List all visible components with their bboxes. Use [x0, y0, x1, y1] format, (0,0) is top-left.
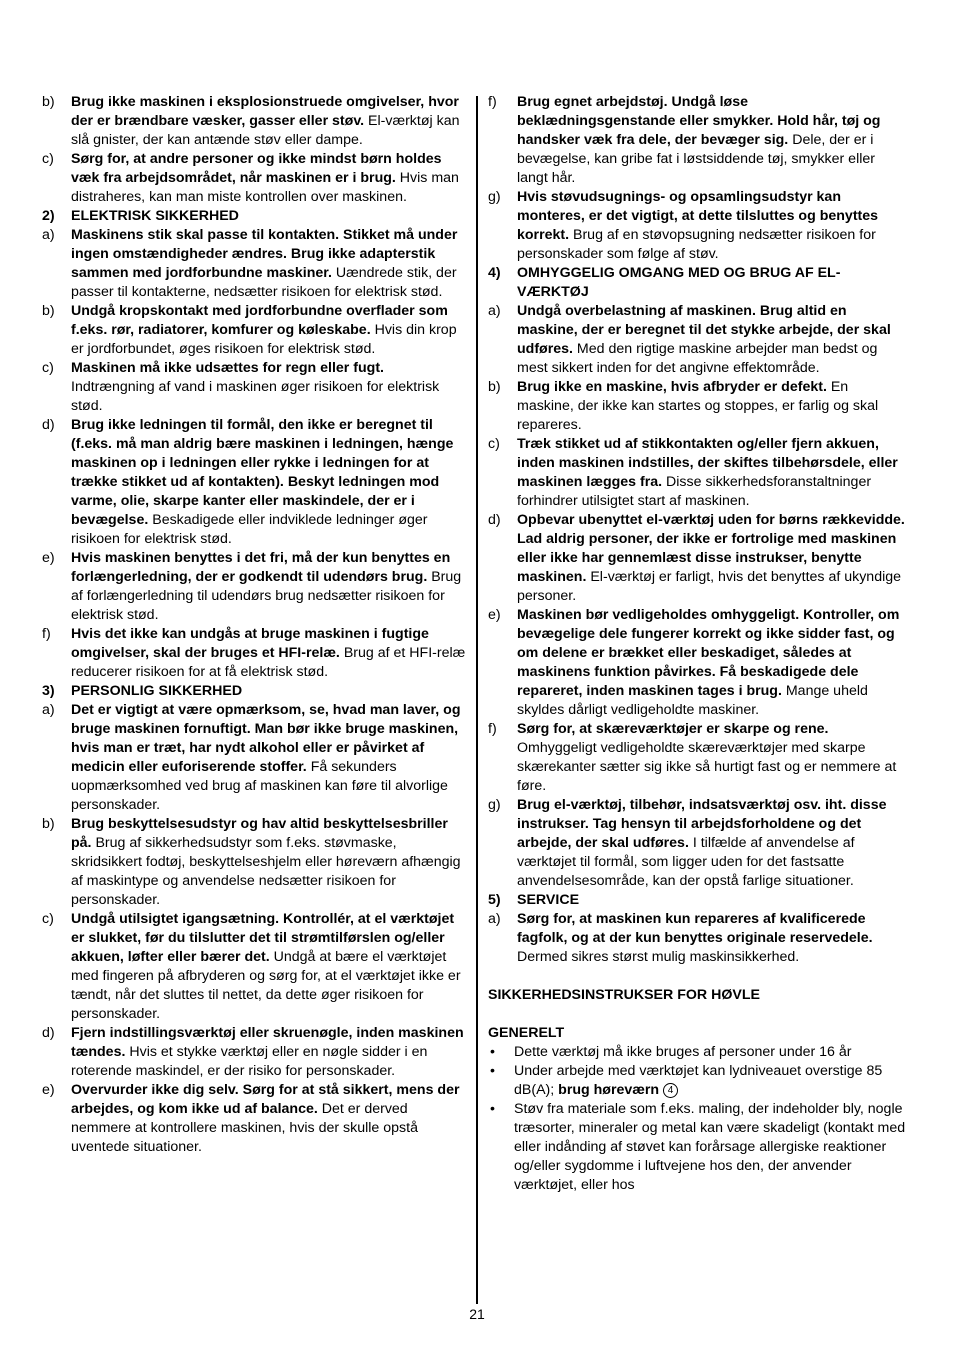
section-title: PERSONLIG SIKKERHED — [71, 683, 243, 699]
section-heading — [488, 891, 908, 910]
list-item — [42, 226, 466, 302]
bullet-bold-text: brug høreværn — [558, 1082, 660, 1098]
list-item — [42, 302, 466, 359]
list-item — [42, 1081, 466, 1157]
item-marker: a) — [42, 227, 55, 243]
spacer — [488, 1005, 908, 1024]
list-item — [42, 93, 466, 150]
list-item — [42, 549, 466, 625]
item-marker: b) — [42, 94, 55, 110]
list-item — [488, 796, 908, 891]
section-main-heading: SIKKERHEDSINSTRUKSER FOR HØVLE — [488, 987, 760, 1003]
figure-reference-number: 4 — [663, 1083, 678, 1098]
page-number: 21 — [469, 1306, 485, 1322]
item-bold-text: Maskinen må ikke udsættes for regn eller fugt. — [71, 360, 384, 376]
item-bold-text: Brug ikke en maskine, hvis afbryder er defekt. — [517, 379, 827, 395]
item-bold-text: Undgå utilsigtet igangsætning. Kontrollér, at el værktøjet er slukket, før du tilslutter det til strømtilførslen og/eller akkuen, løfter eller bærer det. — [71, 911, 455, 965]
item-marker: e) — [42, 550, 55, 566]
item-bold-text: Brug ikke maskinen i eksplosionstruede omgivelser, hvor der er brændbare væsker, gasser eller støv. — [71, 94, 459, 129]
item-marker: c) — [42, 151, 54, 167]
section-title: ELEKTRISK SIKKERHED — [71, 208, 239, 224]
list-item — [42, 815, 466, 910]
item-text: Beskadigede eller indviklede ledninger øger risikoen for elektrisk stød. — [71, 512, 428, 547]
item-marker: a) — [488, 303, 501, 319]
item-marker: a) — [42, 702, 55, 718]
item-text: Indtrængning af vand i maskinen øger risikoen for elektrisk stød. — [71, 379, 440, 414]
list-item — [488, 378, 908, 435]
list-item — [42, 625, 466, 682]
bullet-item — [488, 1062, 908, 1100]
section-number: 5) — [488, 892, 501, 908]
section-heading — [42, 682, 466, 701]
item-bold-text: Det er vigtigt at være opmærksom, se, hvad man laver, og bruge maskinen fornuftigt. Man bør ikke bruge maskinen, hvis man er træt, har nydt alkohol eller er påvirket af medicin eller euforiserende stoffer. — [71, 702, 461, 775]
item-marker: f) — [488, 721, 497, 737]
list-item — [488, 435, 908, 511]
bullet-text: Støv fra materiale som f.eks. maling, der indeholder bly, nogle træsorter, mineraler og metal kan være skadeligt (kontakt med eller indånding af støvet kan forårsage allergiske reaktioner og/eller sygdomme i luftvejene hos den, der anvender værktøjet, eller hos — [514, 1101, 906, 1193]
list-item — [488, 910, 908, 967]
item-bold-text: Sørg for, at andre personer og ikke mindst børn holdes væk fra arbejdsområdet, når maskinen er i brug. — [71, 151, 442, 186]
item-bold-text: Undgå kropskontakt med jordforbundne overflader som f.eks. rør, radiatorer, komfurer og køleskabe. — [71, 303, 448, 338]
list-item — [488, 720, 908, 796]
section-number: 3) — [42, 683, 55, 699]
item-bold-text: Undgå overbelastning af maskinen. Brug altid en maskine, der er beregnet til det stykke arbejde, der skal udføres. — [517, 303, 891, 357]
item-text: Disse sikkerhedsforanstaltninger forhindrer utilsigtet start af maskinen. — [517, 474, 872, 509]
item-bold-text: Hvis maskinen benyttes i det fri, må der kun benyttes en forlængerledning, der er godkendt til udendørs brug. — [71, 550, 451, 585]
list-item — [42, 359, 466, 416]
section-number: 2) — [42, 208, 55, 224]
item-text: En maskine, der ikke kan startes og stoppes, er farlig og skal repareres. — [517, 379, 879, 433]
item-marker: g) — [488, 189, 501, 205]
item-text: Hvis man distraheres, kan man miste kontrollen over maskinen. — [71, 170, 459, 205]
item-marker: b) — [488, 379, 501, 395]
item-text: Det er derved nemmere at kontrollere maskinen, hvis der skulle opstå uventede situationer. — [71, 1101, 418, 1155]
item-text: Dermed sikres størst mulig maskinsikkerhed. — [517, 949, 800, 965]
item-bold-text: Maskinens stik skal passe til kontakten. Stikket må under ingen omstændigheder ændres. Brug ikke adapterstik sammen med jordforbundne maskiner. — [71, 227, 458, 281]
item-text: I tilfælde af anvendelse af værktøjet til formål, som ligger uden for det fastsatte anvendelsesområde, kan der opstå farlige situationer. — [517, 835, 855, 889]
item-text: Hvis din krop er jordforbundet, øges risikoen for elektrisk stød. — [71, 322, 457, 357]
section-heading — [488, 264, 908, 302]
list-item — [488, 511, 908, 606]
right-column — [488, 93, 908, 1195]
item-bold-text: Hvis støvudsugnings- og opsamlingsudstyr kan monteres, er det vigtigt, at dette tilsluttes og benyttes korrekt. — [517, 189, 879, 243]
item-bold-text: Fjern indstillingsværktøj eller skruenøgle, inden maskinen tændes. — [71, 1025, 464, 1060]
list-item — [42, 416, 466, 549]
item-marker: e) — [488, 607, 501, 623]
item-bold-text: Overvurder ikke dig selv. Sørg for at stå sikkert, mens der arbejdes, og kom ikke ud af balance. — [71, 1082, 460, 1117]
item-bold-text: Sørg for, at maskinen kun repareres af kvalificerede fagfolk, og at der kun benyttes originale reservedele. — [517, 911, 873, 946]
list-item — [488, 188, 908, 264]
item-bold-text: Brug egnet arbejdstøj. Undgå løse beklædningsgenstande eller smykker. Hold hår, tøj og handsker væk fra dele, der bevæger sig. — [517, 94, 881, 148]
bullet-marker: • — [490, 1101, 495, 1117]
item-text: Brug af forlængerledning til udendørs brug nedsætter risikoen for elektrisk stød. — [71, 569, 462, 623]
list-item — [42, 910, 466, 1024]
item-marker: g) — [488, 797, 501, 813]
item-marker: c) — [42, 911, 54, 927]
section-heading — [42, 207, 466, 226]
bullet-text: Under arbejde med værktøjet kan lydniveauet overstige 85 dB(A); — [514, 1063, 883, 1098]
item-bold-text: Sørg for, at skæreværktøjer er skarpe og rene. — [517, 721, 829, 737]
item-text: Brug af en støvopsugning nedsætter risikoen for personskader som følge af støv. — [517, 227, 876, 262]
item-text: Få sekunders uopmærksomhed ved brug af maskinen kan føre til alvorlige personskader. — [71, 759, 448, 813]
bullet-marker: • — [490, 1044, 495, 1060]
section-title: OMHYGGELIG OMGANG MED OG BRUG AF EL-VÆRKTØJ — [517, 265, 841, 300]
item-text: Brug af et HFI-relæ reducerer risikoen for at få elektrisk stød. — [71, 645, 466, 680]
item-marker: b) — [42, 816, 55, 832]
item-bold-text: Brug ikke ledningen til formål, den ikke er beregnet til (f.eks. må man aldrig bære maskinen i ledningen, hænge maskinen op i ledningen eller rykke i ledningen for at trække stikket ud af kontakten). Beskyt ledningen mod varme, olie, skarpe kanter eller maskindele, der er i bevægelse. — [71, 417, 454, 528]
item-text: Omhyggeligt vedligeholdte skæreværktøjer med skarpe skærekanter sætter sig ikke så hurtigt fast og er nemmere at føre. — [517, 740, 897, 794]
bullet-item — [488, 1043, 908, 1062]
item-marker: d) — [488, 512, 501, 528]
item-text: El-værktøj er farligt, hvis det benyttes af ukyndige personer. — [517, 569, 902, 604]
list-item — [488, 302, 908, 378]
item-bold-text: Maskinen bør vedligeholdes omhyggeligt. Kontroller, om bevægelige dele fungerer korrekt og ikke sidder fast, og om delene er brækket eller beskadiget, således at maskinens funktion påvirkes. Få beskadigede dele repareret, inden maskinen tages i brug. — [517, 607, 900, 699]
item-marker: e) — [42, 1082, 55, 1098]
bullet-text: Dette værktøj må ikke bruges af personer under 16 år — [514, 1044, 852, 1060]
item-marker: b) — [42, 303, 55, 319]
bullet-item — [488, 1100, 908, 1195]
item-bold-text: Hvis det ikke kan undgås at bruge maskinen i fugtige omgivelser, skal der bruges et HFI-relæ. — [71, 626, 429, 661]
list-item — [488, 606, 908, 720]
spacer — [488, 967, 908, 986]
item-bold-text: Brug beskyttelsesudstyr og hav altid beskyttelsesbriller på. — [71, 816, 448, 851]
item-text: Uændrede stik, der passer til kontakterne, nedsætter risikoen for elektrisk stød. — [71, 265, 457, 300]
item-text: Mange uheld skyldes dårligt vedligeholdte maskiner. — [517, 683, 868, 718]
item-marker: c) — [488, 436, 500, 452]
item-bold-text: Opbevar ubenyttet el-værktøj uden for børns rækkevidde. Lad aldrig personer, der ikke er fortrolige med maskinen eller ikke har gennemlæst disse instrukser, benytte maskinen. — [517, 512, 905, 585]
item-marker: c) — [42, 360, 54, 376]
list-item — [42, 701, 466, 815]
item-text: Brug af sikkerhedsudstyr som f.eks. støvmaske, skridsikkert fodtøj, beskyttelseshjelm eller høreværn afhængig af maskintype og anvendelse nedsætter risikoen for personskader. — [71, 835, 461, 908]
item-text: El-værktøj kan slå gnister, der kan antænde støv eller dampe. — [71, 113, 460, 148]
column-divider — [476, 96, 478, 1304]
list-item — [42, 150, 466, 207]
section-number: 4) — [488, 265, 501, 281]
list-item — [488, 93, 908, 188]
subheading: GENERELT — [488, 1025, 565, 1041]
item-bold-text: Træk stikket ud af stikkontakten og/eller fjern akkuen, inden maskinen indstilles, der skiftes tilbehørsdele, eller maskinen lægges fra. — [517, 436, 898, 490]
bullet-marker: • — [490, 1063, 495, 1079]
item-marker: a) — [488, 911, 501, 927]
item-bold-text: Brug el-værktøj, tilbehør, indsatsværktøj osv. iht. disse instrukser. Tag hensyn til arbejdsforholdene og det arbejde, der skal udføres. — [517, 797, 887, 851]
item-marker: d) — [42, 1025, 55, 1041]
section-title: SERVICE — [517, 892, 580, 908]
list-item — [42, 1024, 466, 1081]
item-text: Dele, der er i bevægelse, kan gribe fat i løstsiddende tøj, smykker eller langt hår. — [517, 132, 875, 186]
left-column — [42, 93, 466, 1157]
item-text: Hvis et stykke værktøj eller en nøgle sidder i en roterende maskindel, er der risiko for personskader. — [71, 1044, 428, 1079]
item-text: Med den rigtige maskine arbejder man bedst og mest sikkert inden for det angivne effektområde. — [517, 341, 878, 376]
item-text: Undgå at bære el værktøjet med fingeren på afbryderen og sørg for, at el værktøjet ikke er tændt, når det sluttes til nettet, da dette øger risikoen for personskader. — [71, 949, 461, 1022]
item-marker: f) — [42, 626, 51, 642]
item-marker: d) — [42, 417, 55, 433]
item-marker: f) — [488, 94, 497, 110]
